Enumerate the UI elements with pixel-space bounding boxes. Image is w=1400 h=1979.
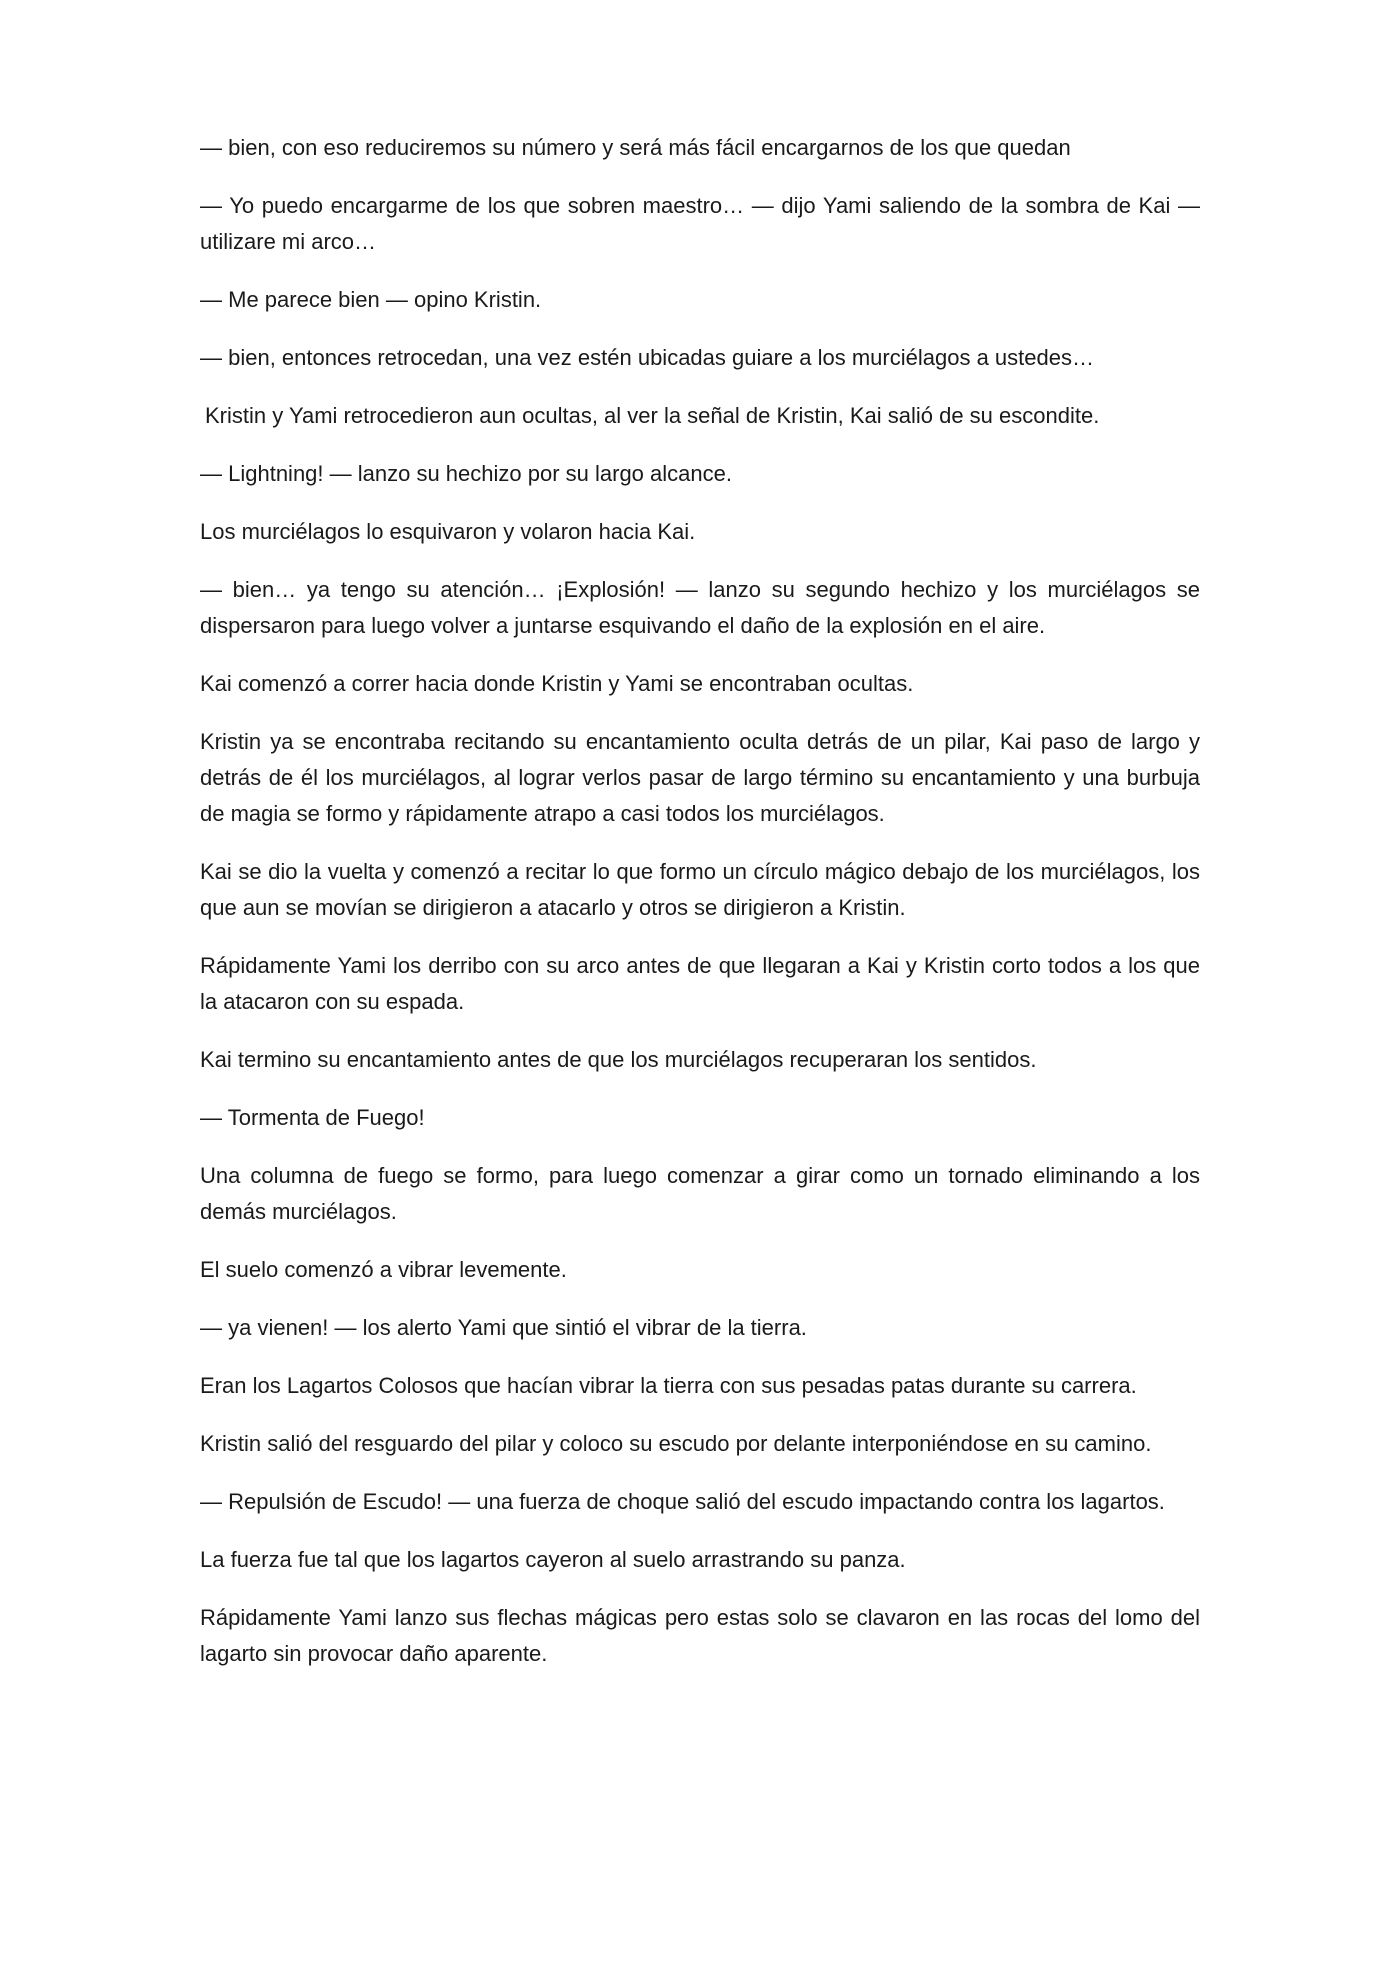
paragraph-6: — Lightning! — lanzo su hechizo por su largo alcance. [200, 461, 732, 486]
paragraph-7: Los murciélagos lo esquivaron y volaron hacia Kai. [200, 519, 696, 544]
paragraph-14: — Tormenta de Fuego! [200, 1105, 425, 1130]
paragraph-4: — bien, entonces retrocedan, una vez estén ubicadas guiare a los murciélagos a ustedes… [200, 345, 1094, 370]
paragraph-11: Kai se dio la vuelta y comenzó a recitar lo que formo un círculo mágico debajo de los murciélagos, los que aun se movían se dirigieron a atacarlo y otros se dirigieron a Kristin. [200, 859, 1200, 920]
paragraph-1: — bien, con eso reduciremos su número y será más fácil encargarnos de los que quedan [200, 135, 1071, 160]
paragraph-8: — bien… ya tengo su atención… ¡Explosión! — lanzo su segundo hechizo y los murciélagos se dispersaron para luego volver a juntarse esquivando el daño de la explosión en el aire. [200, 577, 1200, 638]
paragraph-13: Kai termino su encantamiento antes de que los murciélagos recuperaran los sentidos. [200, 1047, 1037, 1072]
paragraph-18: Eran los Lagartos Colosos que hacían vibrar la tierra con sus pesadas patas durante su carrera. [200, 1373, 1137, 1398]
paragraph-15: Una columna de fuego se formo, para luego comenzar a girar como un tornado eliminando a los demás murciélagos. [200, 1163, 1200, 1224]
paragraph-20: — Repulsión de Escudo! — una fuerza de choque salió del escudo impactando contra los lagartos. [200, 1489, 1165, 1514]
paragraph-17: — ya vienen! — los alerto Yami que sintió el vibrar de la tierra. [200, 1315, 807, 1340]
paragraph-3: — Me parece bien — opino Kristin. [200, 287, 542, 312]
paragraph-12: Rápidamente Yami los derribo con su arco antes de que llegaran a Kai y Kristin corto todos a los que la atacaron con su espada. [200, 953, 1200, 1014]
paragraph-10: Kristin ya se encontraba recitando su encantamiento oculta detrás de un pilar, Kai paso de largo y detrás de él los murciélagos, al lograr verlos pasar de largo término su encantamiento y una burbuja de magia se formo y rápidamente atrapo a casi todos los murciélagos. [200, 729, 1200, 826]
paragraph-2: — Yo puedo encargarme de los que sobren maestro… — dijo Yami saliendo de la sombra de Kai — utilizare mi arco… [200, 193, 1200, 254]
paragraph-16: El suelo comenzó a vibrar levemente. [200, 1257, 567, 1282]
paragraph-9: Kai comenzó a correr hacia donde Kristin y Yami se encontraban ocultas. [200, 671, 914, 696]
paragraph-22: Rápidamente Yami lanzo sus flechas mágicas pero estas solo se clavaron en las rocas del lomo del lagarto sin provocar daño aparente. [200, 1605, 1200, 1666]
paragraph-5: Kristin y Yami retrocedieron aun ocultas, al ver la señal de Kristin, Kai salió de su escondite. [205, 403, 1100, 428]
paragraph-21: La fuerza fue tal que los lagartos cayeron al suelo arrastrando su panza. [200, 1547, 906, 1572]
paragraph-19: Kristin salió del resguardo del pilar y coloco su escudo por delante interponiéndose en su camino. [200, 1431, 1152, 1456]
